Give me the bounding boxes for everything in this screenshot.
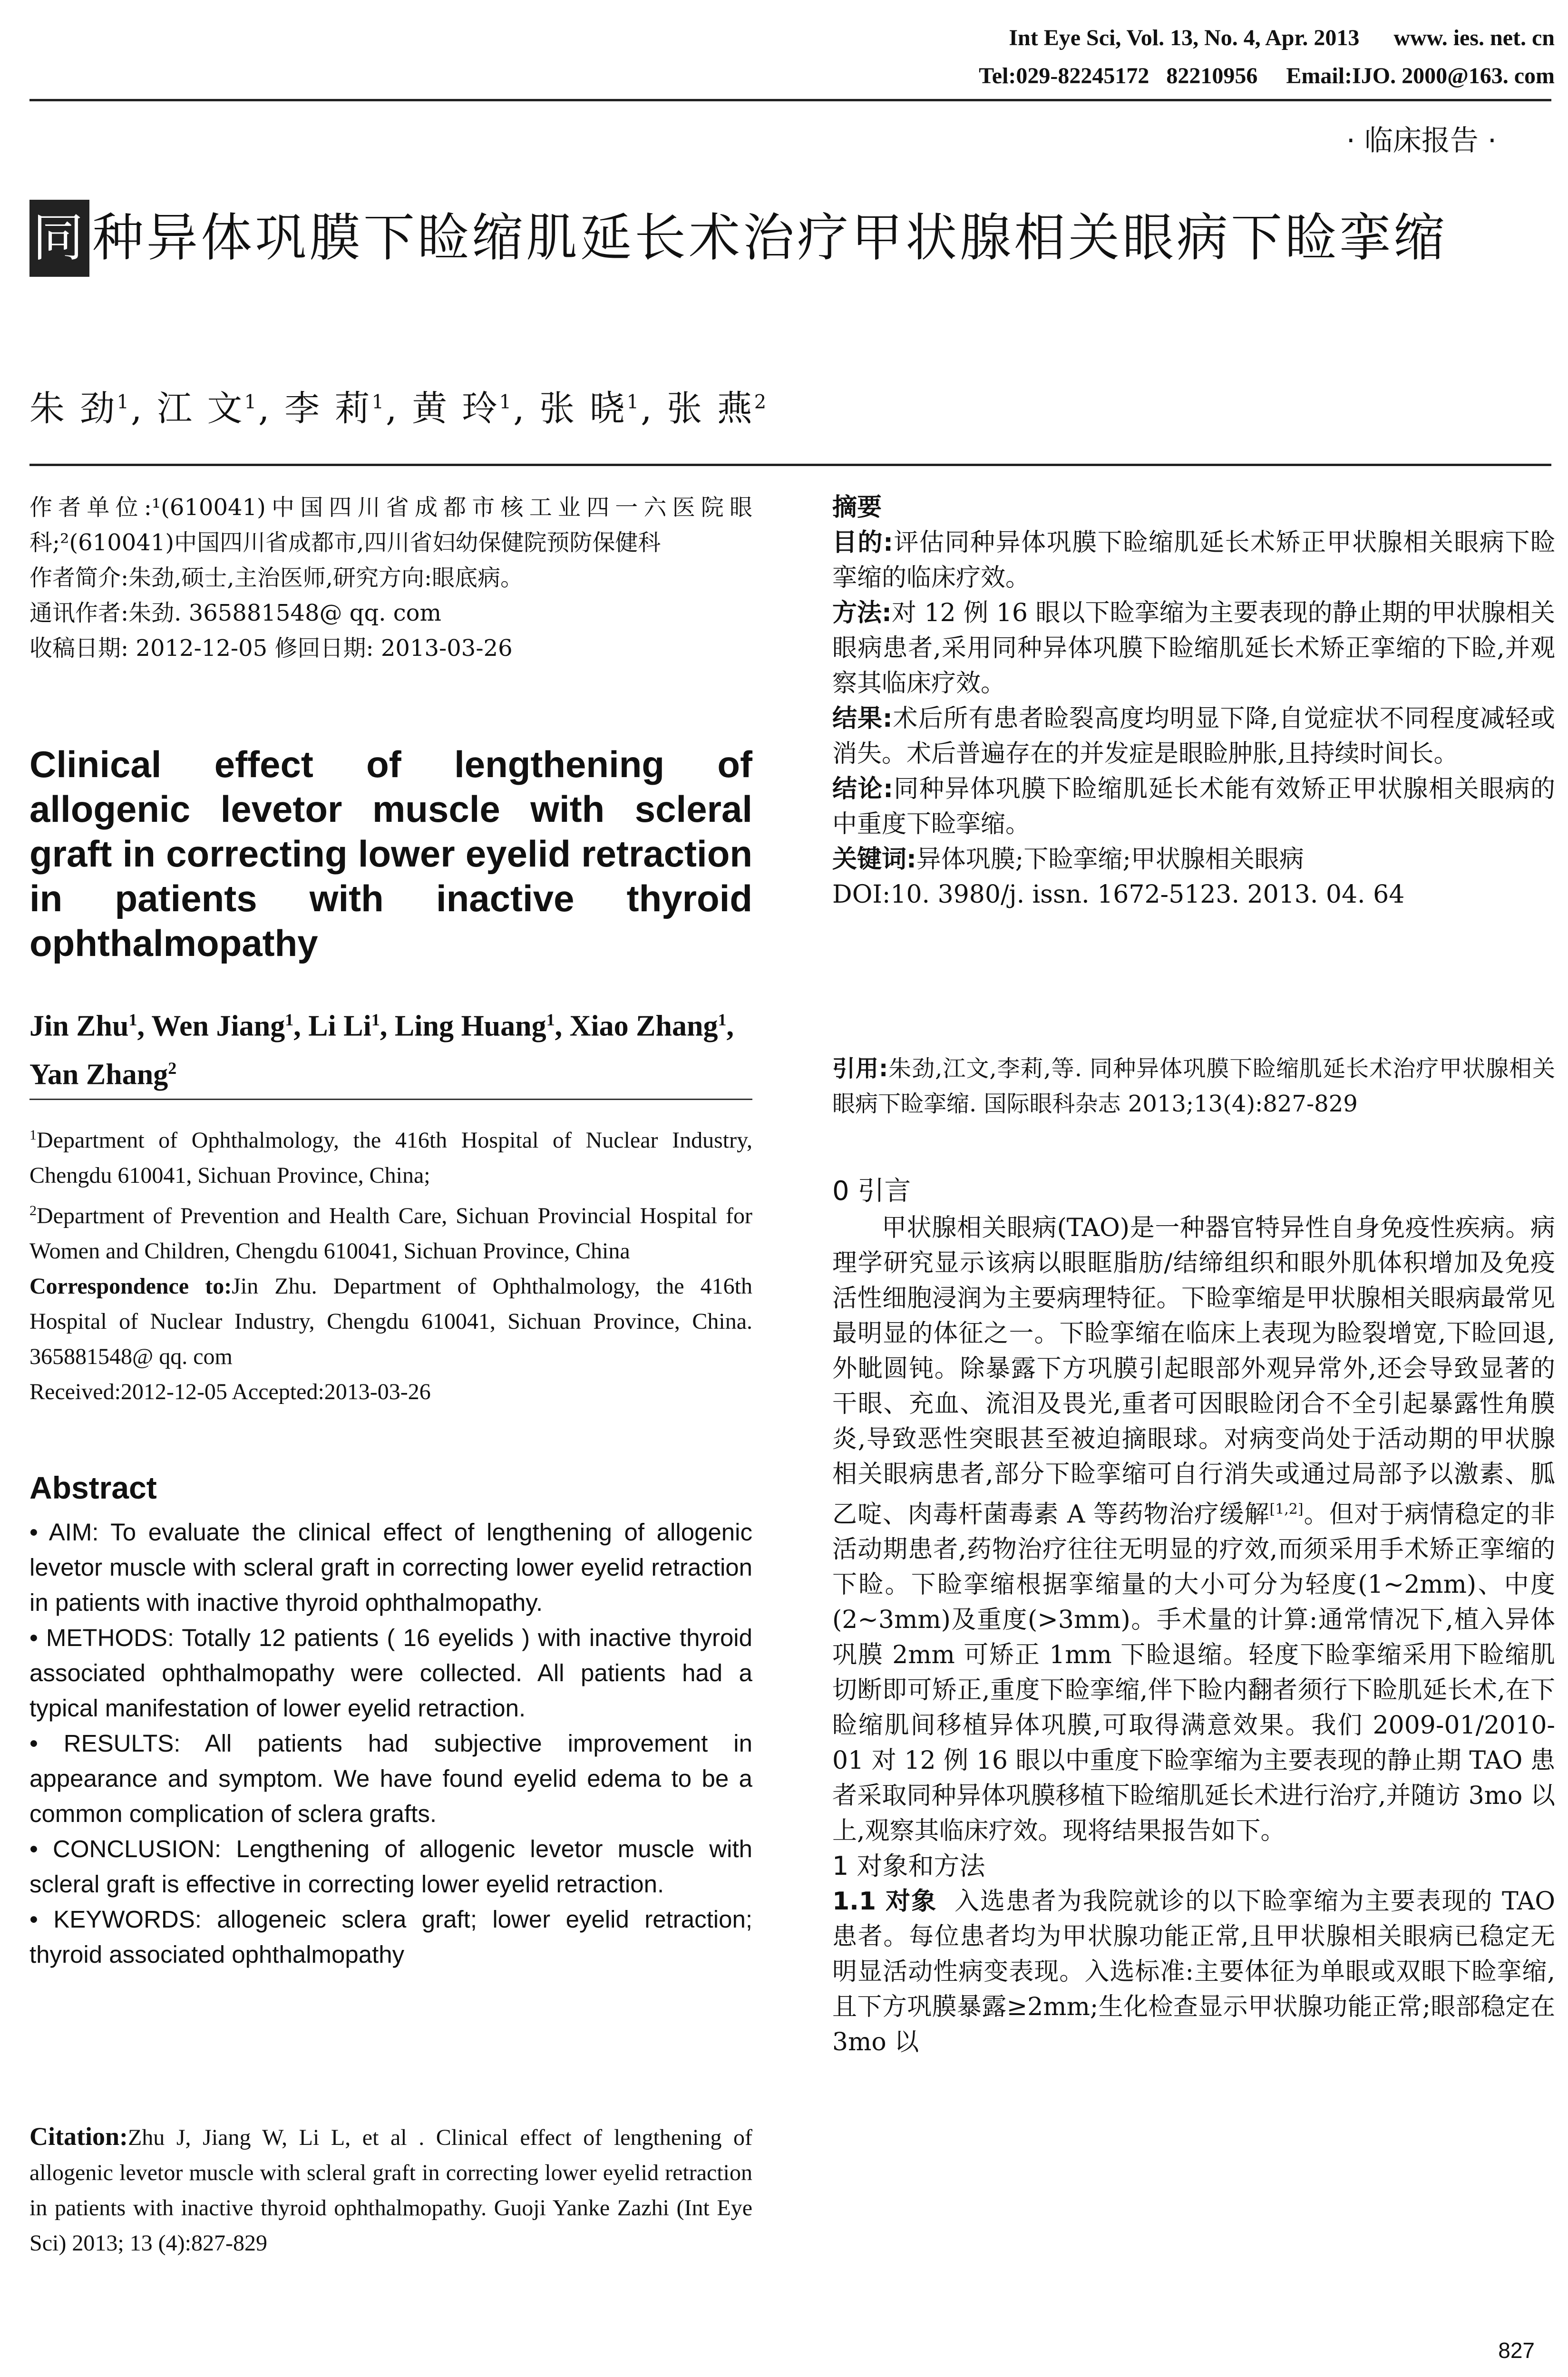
aff-sup: 1 — [29, 1127, 37, 1143]
title-first-char: 同 — [29, 200, 89, 277]
author-sup: 1 — [117, 391, 131, 413]
citation-cn-label: 引用: — [832, 1055, 888, 1082]
aim-text: 评估同种异体巩膜下睑缩肌延长术矫正甲状腺相关眼病下睑挛缩的临床疗效。 — [832, 528, 1555, 592]
subjects-label: 1.1 对象 — [832, 1887, 937, 1916]
author-sup: 1 — [128, 1010, 137, 1029]
intro-paragraph: 甲状腺相关眼病(TAO)是一种器官特异性自身免疫性疾病。病理学研究显示该病以眼眶脂肪/结缔组织和眼外肌体积增加及免疫活性细胞浸润为主要病理特征。下睑挛缩是甲状腺相关眼病最常见最明显的体征之一。下睑挛缩在临床上表现为睑裂增宽,下睑回退,外眦圆钝。除暴露下方巩膜引起眼部外观异常外,还会导致显著的干眼、充血、流泪及畏光,重者可因眼睑闭合不全引起暴露性角膜炎,导致恶性突眼甚至被迫摘眼球。对病变尚处于活动期的甲状腺相关眼病患者,部分下睑挛缩可自行消失或通过局部予以激素、胍乙啶、肉毒杆菌毒素 A 等药物治疗缓解 — [832, 1214, 1555, 1529]
intro-ref: [1,2] — [1269, 1501, 1304, 1518]
author-en: Li Li — [308, 1010, 371, 1042]
intro-body — [832, 1210, 1555, 2060]
author-cn: 朱 劲 — [29, 388, 117, 429]
authors-rule — [29, 464, 1551, 466]
author-bio: 作者简介:朱劲,硕士,主治医师,研究方向:眼底病。 — [29, 565, 524, 591]
author-sup: 2 — [168, 1058, 177, 1078]
affiliation-1: Department of Ophthalmology, the 416th Hospital of Nuclear Industry, Chengdu 610041, Sichuan Province, China; — [29, 1128, 752, 1188]
intro-paragraph-tail: 。但对于病情稳定的非活动期患者,药物治疗往往无明显的疗效,而须采用手术矫正挛缩的下睑。下睑挛缩根据挛缩量的大小可分为轻度(1~2mm)、中度(2~3mm)及重度(>3mm)。手术量的计算:通常情况下,植入异体巩膜 2mm 可矫正 1mm 下睑退缩。轻度下睑挛缩采用下睑缩肌切断即可矫正,重度下睑挛缩,伴下睑内翻者须行下睑肌延长术,在下睑缩肌间移植异体巩膜,可取得满意效果。我们 2009-01/2010-01 对 12 例 16 眼以中重度下睑挛缩为主要表现的静止期 TAO 患者采取同种异体巩膜移植下睑缩肌延长术进行治疗,并随访 3mo 以上,观察其临床疗效。现将结果报告如下。 — [832, 1500, 1555, 1846]
results-text: 术后所有患者睑裂高度均明显下降,自觉症状不同程度减轻或消失。术后普遍存在的并发症是眼睑肿胀,且持续时间长。 — [832, 704, 1556, 768]
citation-cn — [832, 1051, 1555, 1121]
abstract-results: • RESULTS: All patients had subjective improvement in appearance and symptom. We have found eyelid edema to be a common complication of sclera grafts. — [29, 1730, 752, 1827]
conclusion-text: 同种异体巩膜下睑缩肌延长术能有效矫正甲状腺相关眼病的中重度下睑挛缩。 — [832, 775, 1555, 838]
abstract-conclusion: • CONCLUSION: Lengthening of allogenic levetor muscle with scleral graft is effective in correcting lower eyelid retraction. — [29, 1835, 752, 1898]
author-sup: 1 — [244, 391, 259, 413]
author-sup: 1 — [546, 1010, 555, 1029]
abstract-cn-heading: 摘要 — [832, 493, 882, 522]
keywords-label: 关键词: — [832, 845, 916, 874]
author-sup: 1 — [626, 391, 641, 413]
author-sup: 2 — [754, 391, 769, 413]
author-en: Yan Zhang — [29, 1058, 168, 1091]
citation-label: Citation: — [29, 2122, 128, 2151]
abstract-heading: Abstract — [29, 1470, 157, 1505]
author-en: Xiao Zhang — [569, 1010, 718, 1042]
keywords-text: 异体巩膜;下睑挛缩;甲状腺相关眼病 — [916, 845, 1304, 874]
corresponding-author: 通讯作者:朱劲. 365881548@ qq. com — [29, 600, 442, 626]
abstract-aim: • AIM: To evaluate the clinical effect of lengthening of allogenic levetor muscle with scleral graft in correcting lower eyelid retraction in patients with inactive thyroid ophthalmopathy. — [29, 1519, 752, 1616]
correspondence-label: Correspondence to: — [29, 1274, 232, 1299]
abstract-methods: • METHODS: Totally 12 patients ( 16 eyelids ) with inactive thyroid associated ophthalmopathy were collected. All patients had a typical manifestation of lower eyelid retraction. — [29, 1624, 752, 1722]
author-sup: 1 — [371, 1010, 380, 1029]
author-unit: 作者单位:¹(610041)中国四川省成都市核工业四一六医院眼科;²(610041)中国四川省成都市,四川省妇幼保健院预防保健科 — [29, 494, 752, 556]
author-sup: 1 — [371, 391, 386, 413]
author-en: Jin Zhu — [29, 1010, 129, 1042]
methods-label: 方法: — [832, 599, 892, 627]
author-en: Wen Jiang — [151, 1010, 285, 1042]
journal-header-line2: Tel:029-82245172 82210956 Email:IJO. 2000@163. com — [979, 63, 1555, 88]
affiliation-rule — [29, 1099, 752, 1100]
affiliations — [29, 1118, 752, 1410]
header-rule — [29, 99, 1551, 101]
doi: DOI:10. 3980/j. issn. 1672-5123. 2013. 04. 64 — [832, 880, 1405, 909]
page-number: 827 — [1498, 2338, 1535, 2363]
citation-text: Zhu J, Jiang W, Li L, et al . Clinical effect of lengthening of allogenic levetor muscle with scleral graft in correcting lower eyelid retraction in patients with inactive thyroid ophthalmopathy. Guoji Yanke Zazhi (Int Eye Sci) 2013; 13 (4):827-829 — [29, 2125, 752, 2256]
received-accepted: Received:2012-12-05 Accepted:2013-03-26 — [29, 1379, 431, 1404]
abstract-cn — [832, 490, 1555, 912]
author-sup: 1 — [285, 1010, 294, 1029]
author-sup: 1 — [718, 1010, 727, 1029]
correspondence-text: Jin Zhu. Department of Ophthalmology, the 416th Hospital of Nuclear Industry, Chengdu 610041, Sichuan Province, China. 365881548@ qq. com — [29, 1274, 752, 1369]
author-cn: 江 文 — [157, 388, 244, 429]
author-cn: 张 晓 — [539, 388, 627, 429]
conclusion-label: 结论: — [832, 775, 893, 803]
citation-en — [29, 2119, 752, 2261]
received-dates-cn: 收稿日期: 2012-12-05 修回日期: 2013-03-26 — [29, 635, 513, 662]
english-authors: Jin Zhu$^1$, Wen Jiang$^1$, Li Li$^1$, Ling Huang$^1$, Xiao Zhang$^1$, Yan Zhang$^2$ — [29, 1010, 734, 1091]
citation-cn-text: 朱劲,江文,李莉,等. 同种异体巩膜下睑缩肌延长术治疗甲状腺相关眼病下睑挛缩. 国际眼科杂志 2013;13(4):827-829 — [832, 1055, 1555, 1117]
english-title: Clinical effect of lengthening of allogenic levetor muscle with scleral graft in correcting lower eyelid retraction in patients with inactive thyroid ophthalmopathy — [29, 743, 752, 964]
aff-sup: 2 — [29, 1203, 37, 1218]
subjects-text: 入选患者为我院就诊的以下睑挛缩为主要表现的 TAO 患者。每位患者均为甲状腺功能正常,且甲状腺相关眼病已稳定无明显活动性病变表现。入选标准:主要体征为单眼或双眼下睑挛缩,且下方巩膜暴露≥2mm;生化检查显示甲状腺功能正常;眼部稳定在 3mo 以 — [832, 1887, 1555, 2057]
journal-header-line1: Int Eye Sci, Vol. 13, No. 4, Apr. 2013 www. ies. net. cn — [1009, 25, 1555, 50]
author-cn: 黄 玲 — [412, 388, 499, 429]
abstract-keywords: • KEYWORDS: allogeneic sclera graft; lower eyelid retraction; thyroid associated ophthalmopathy — [29, 1906, 752, 1968]
page-title — [29, 200, 1547, 277]
aim-label: 目的: — [832, 528, 893, 557]
meta-cn — [29, 490, 752, 666]
intro-heading: 0 引言 — [832, 1176, 911, 1207]
authors-cn: 朱 劲$^1$, 江 文$^1$, 李 莉$^1$, 黄 玲$^1$, 张 晓$^1$, 张 燕$^2$ — [29, 388, 769, 429]
methods-heading: 1 对象和方法 — [832, 1851, 985, 1881]
author-cn: 张 燕 — [667, 388, 754, 429]
abstract-en — [29, 1515, 752, 1972]
author-sup: 1 — [499, 391, 514, 413]
title-rest: 种异体巩膜下睑缩肌延长术治疗甲状腺相关眼病下睑挛缩 — [92, 208, 1448, 268]
section-tag: · 临床报告 · — [1346, 124, 1497, 157]
author-en: Ling Huang — [394, 1010, 546, 1042]
methods-text: 对 12 例 16 眼以下睑挛缩为主要表现的静止期的甲状腺相关眼病患者,采用同种异体巩膜下睑缩肌延长术矫正挛缩的下睑,并观察其临床疗效。 — [832, 599, 1555, 698]
author-cn: 李 莉 — [284, 388, 372, 429]
results-label: 结果: — [832, 704, 893, 733]
affiliation-2: Department of Prevention and Health Care, Sichuan Provincial Hospital for Women and Children, Chengdu 610041, Sichuan Province, China — [29, 1203, 752, 1264]
